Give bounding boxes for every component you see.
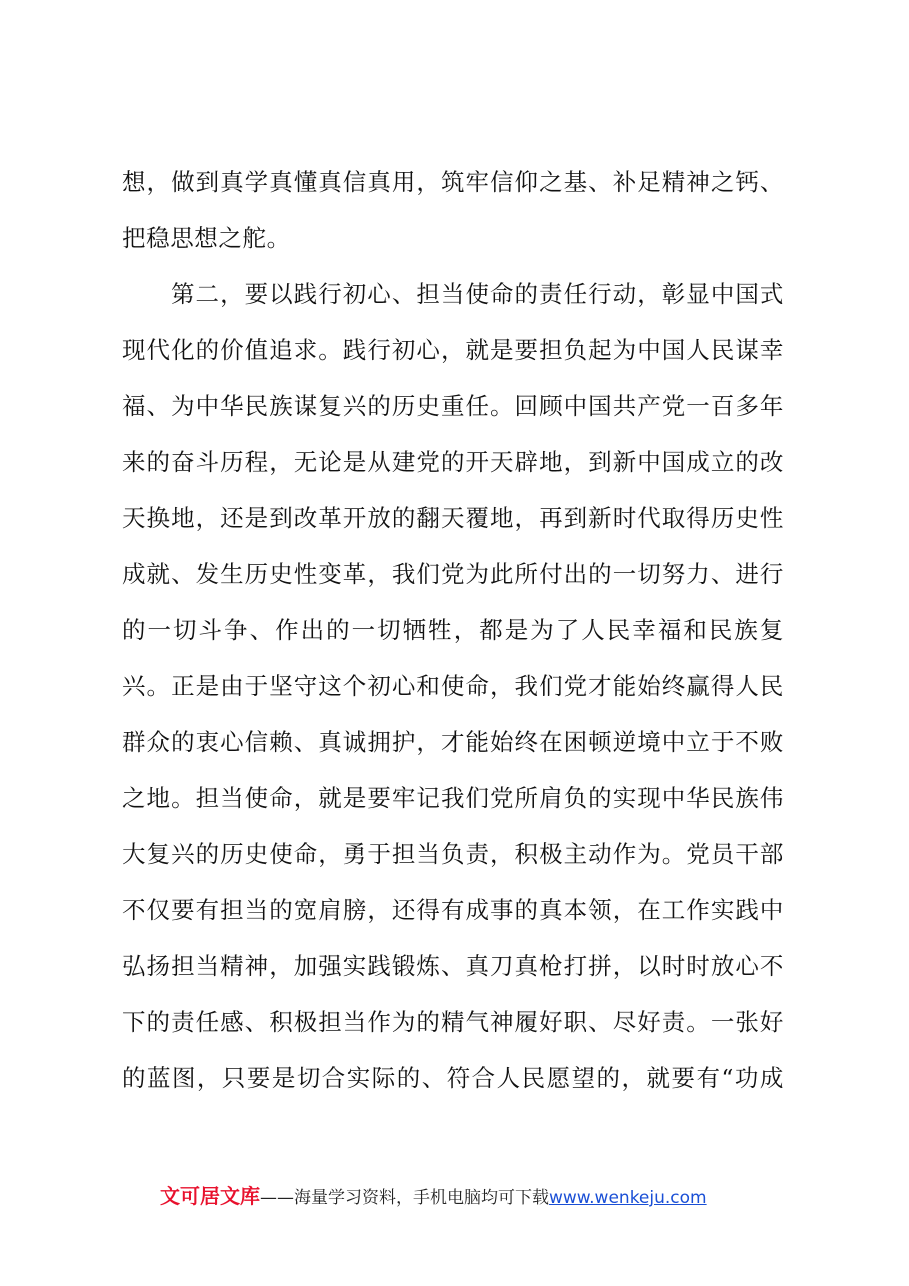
text-line: 弘扬担当精神，加强实践锻炼、真刀真枪打拼，以时时放心不 (122, 952, 784, 980)
text-line: 福、为中华民族谋复兴的历史重任。回顾中国共产党一百多年 (122, 392, 784, 420)
footer (160, 1180, 800, 1212)
footer-website-link[interactable]: www.wenkeju.com (549, 1188, 707, 1208)
text-line: 不仅要有担当的宽肩膀，还得有成事的真本领，在工作实践中 (122, 896, 784, 924)
footer-brand: 文可居文库 (160, 1184, 260, 1208)
text-line: 兴。正是由于坚守这个初心和使命，我们党才能始终赢得人民 (122, 672, 784, 700)
text-line: 下的责任感、积极担当作为的精气神履好职、尽好责。一张好 (122, 1008, 784, 1036)
text-line: 把稳思想之舵。 (122, 224, 291, 252)
text-line: 群众的衷心信赖、真诚拥护，才能始终在困顿逆境中立于不败 (122, 728, 784, 756)
text-line: 之地。担当使命，就是要牢记我们党所肩负的实现中华民族伟 (122, 784, 784, 812)
text-line: 来的奋斗历程，无论是从建党的开天辟地，到新中国成立的改 (122, 448, 784, 476)
footer-description: ——海量学习资料，手机电脑均可下载 (260, 1188, 549, 1208)
text-line: 现代化的价值追求。践行初心，就是要担负起为中国人民谋幸 (122, 336, 784, 364)
text-line: 成就、发生历史性变革，我们党为此所付出的一切努力、进行 (122, 560, 784, 588)
text-line: 天换地，还是到改革开放的翻天覆地，再到新时代取得历史性 (122, 504, 784, 532)
text-line: 的一切斗争、作出的一切牺牲，都是为了人民幸福和民族复 (122, 616, 784, 644)
paragraph-first-line: 第二，要以践行初心、担当使命的责任行动，彰显中国式 (171, 280, 784, 308)
text-line: 想，做到真学真懂真信真用，筑牢信仰之基、补足精神之钙、 (122, 168, 784, 196)
text-line: 的蓝图，只要是切合实际的、符合人民愿望的，就要有“功成 (122, 1064, 784, 1092)
text-line: 大复兴的历史使命，勇于担当负责，积极主动作为。党员干部 (122, 840, 784, 868)
body-text (122, 154, 784, 1106)
